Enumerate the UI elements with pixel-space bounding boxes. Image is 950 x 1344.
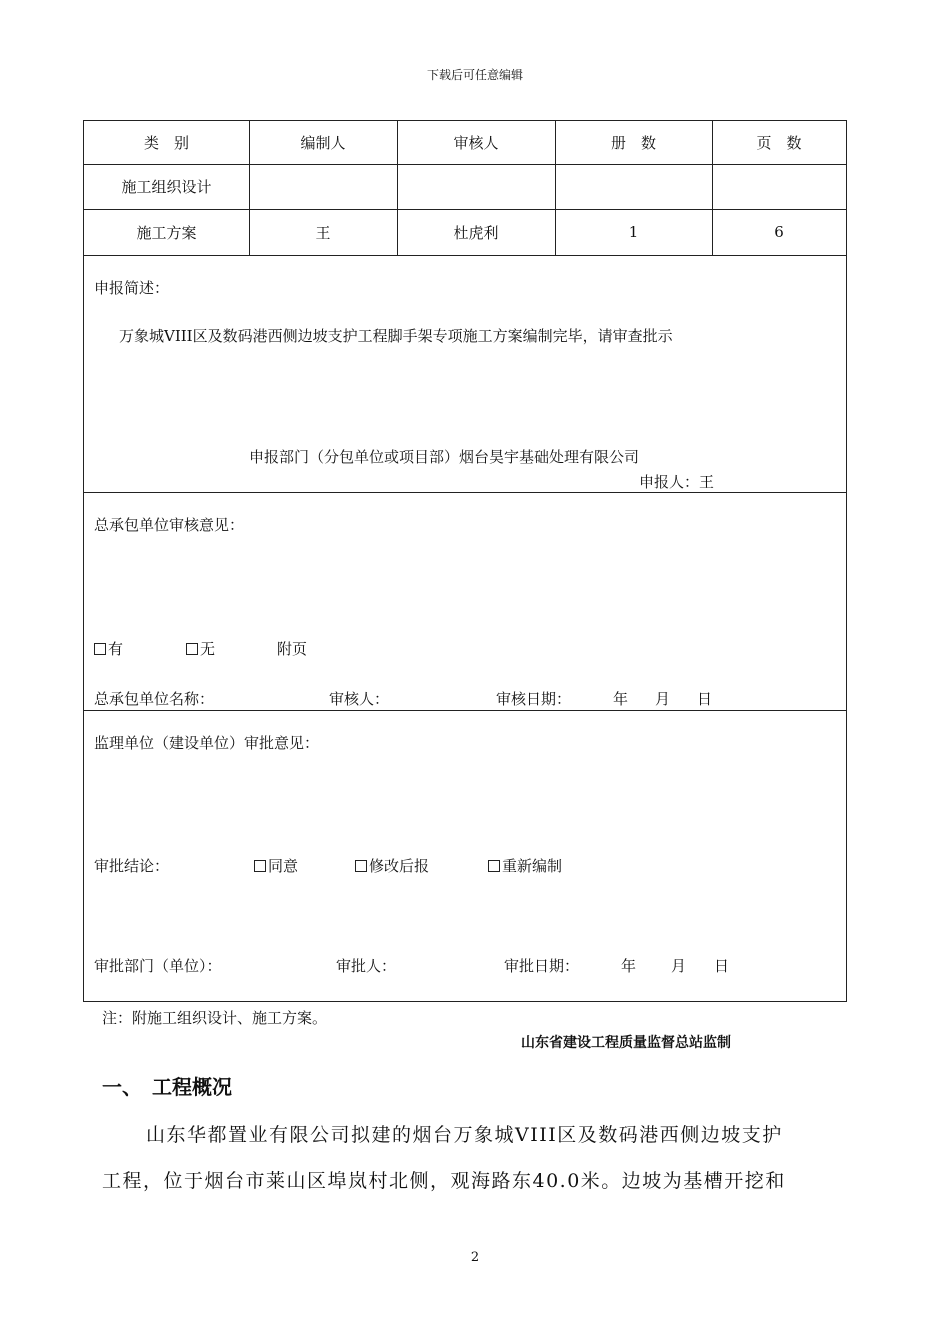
- option-yes[interactable]: [94, 638, 123, 659]
- checkbox-icon[interactable]: [355, 860, 367, 872]
- checkbox-icon[interactable]: [488, 860, 500, 872]
- section-body-line-2: 工程，位于烟台市莱山区埠岚村北侧，观海路东40.0米。边坡为基槽开挖和: [102, 1170, 786, 1192]
- header-author: 编制人: [300, 134, 346, 152]
- option-redo[interactable]: [488, 855, 562, 876]
- option-no-label: 无: [200, 640, 216, 658]
- form-note: 注：附施工组织设计、施工方案。: [102, 1009, 328, 1027]
- contractor-day: 日: [697, 690, 713, 708]
- header-volumes: 册 数: [610, 134, 656, 152]
- issuer-label: 山东省建设工程质量监督总站监制: [521, 1035, 731, 1051]
- approval-dept-label: 审批部门（单位）：: [94, 957, 222, 975]
- row-construction-plan-pages[interactable]: 6: [774, 223, 784, 241]
- row-construction-plan-category: 施工方案: [136, 223, 197, 242]
- row-construction-design-volumes[interactable]: [555, 164, 712, 209]
- approval-form-table: [83, 120, 847, 1002]
- approval-month: 月: [671, 957, 687, 975]
- contractor-date-label: 审核日期：: [496, 690, 572, 708]
- row-construction-design-author[interactable]: [249, 164, 397, 209]
- row-divider: [84, 255, 846, 256]
- row-divider: [84, 710, 846, 711]
- row-construction-design-reviewer[interactable]: [397, 164, 555, 209]
- attachment-label: 附页: [277, 640, 308, 658]
- option-agree-label: 同意: [268, 857, 299, 875]
- contractor-month: 月: [655, 690, 671, 708]
- contractor-year: 年: [613, 690, 629, 708]
- approval-year: 年: [621, 957, 637, 975]
- option-modify[interactable]: [355, 855, 429, 876]
- section-body-line-1: 山东华都置业有限公司拟建的烟台万象城VIII区及数码港西侧边坡支护: [146, 1124, 783, 1146]
- approval-day: 日: [714, 957, 730, 975]
- declaration-content: 万象城VIII区及数码港西侧边坡支护工程脚手架专项施工方案编制完毕，请审查批示: [119, 327, 673, 345]
- option-yes-label: 有: [108, 640, 124, 658]
- declaration-label: 申报简述：: [94, 279, 170, 297]
- option-agree[interactable]: [254, 855, 298, 876]
- declaration-dept: 申报部门（分包单位或项目部）烟台昊宇基础处理有限公司: [249, 448, 640, 466]
- section-title: 一、 工程概况: [102, 1075, 232, 1099]
- option-no[interactable]: [186, 638, 215, 659]
- header-category: 类 别: [143, 134, 189, 152]
- supervisor-opinion-label: 监理单位（建设单位）审批意见：: [94, 734, 320, 752]
- approval-conclusion-label: 审批结论：: [94, 857, 170, 875]
- approval-date-label: 审批日期：: [504, 957, 580, 975]
- header-pages: 页 数: [756, 134, 802, 152]
- row-construction-plan-reviewer[interactable]: 杜虎利: [453, 223, 499, 242]
- row-construction-design-pages[interactable]: [712, 164, 846, 209]
- contractor-name-label: 总承包单位名称：: [94, 690, 215, 708]
- checkbox-icon[interactable]: [186, 643, 198, 655]
- checkbox-icon[interactable]: [94, 643, 106, 655]
- row-divider: [84, 492, 846, 493]
- page-number: 2: [470, 1250, 480, 1265]
- header-note: 下载后可任意编辑: [426, 68, 523, 82]
- option-redo-label: 重新编制: [502, 857, 563, 875]
- row-construction-plan-author[interactable]: 王: [315, 223, 331, 242]
- row-construction-plan-volumes[interactable]: 1: [628, 223, 639, 241]
- approver-label: 审批人：: [336, 957, 397, 975]
- contractor-reviewer-label: 审核人：: [329, 690, 390, 708]
- declarant: 申报人：王: [639, 473, 715, 491]
- contractor-opinion-label: 总承包单位审核意见：: [94, 516, 245, 534]
- header-reviewer: 审核人: [453, 134, 499, 152]
- checkbox-icon[interactable]: [254, 860, 266, 872]
- option-modify-label: 修改后报: [369, 857, 430, 875]
- row-construction-design-category: 施工组织设计: [121, 178, 212, 196]
